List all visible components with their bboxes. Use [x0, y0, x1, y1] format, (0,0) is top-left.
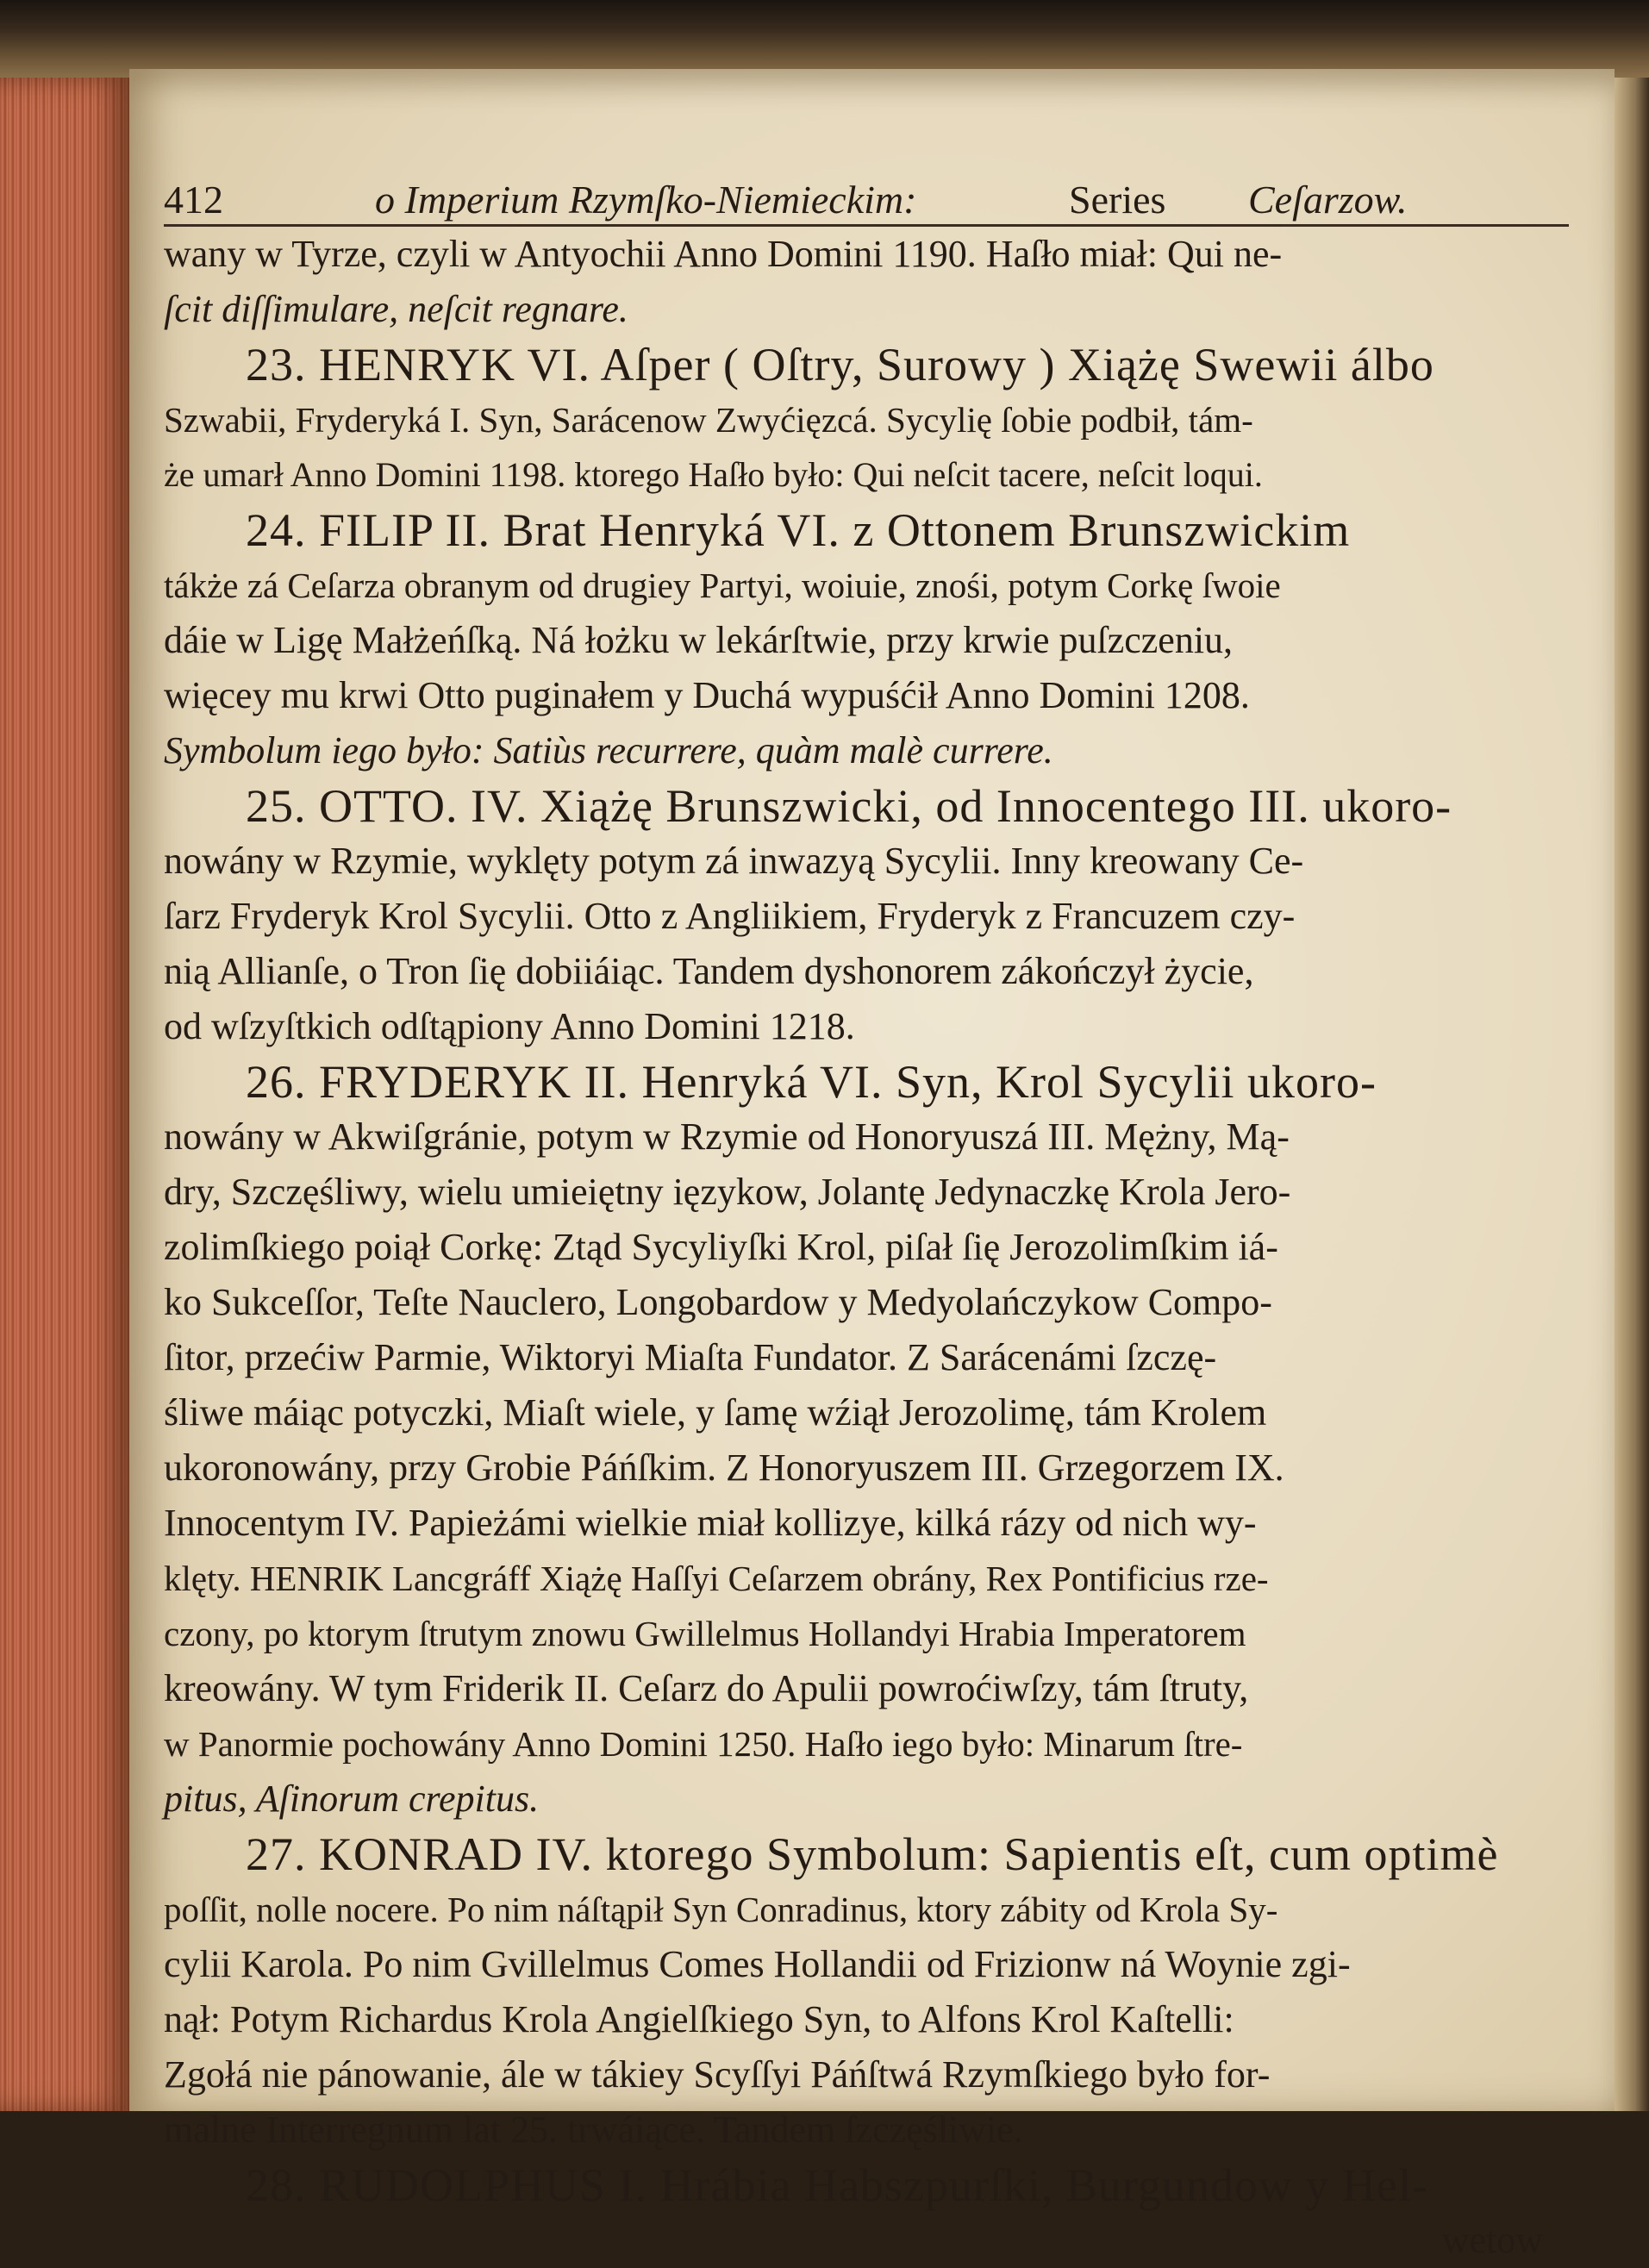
text-line: pitus, Aſinorum crepitus.	[164, 1778, 540, 1820]
text-line: ſitor, przećiw Parmie, Wiktoryi Miaſta Fundator. Z Sarácenámi ſzczę-	[164, 1336, 1217, 1378]
text-line: nowány w Akwiſgránie, potym w Rzymie od Honoryuszá III. Mężny, Mą-	[164, 1115, 1290, 1158]
page-number: 412	[164, 178, 223, 222]
series-italic: Ceſarzow.	[1248, 178, 1408, 222]
book-top-edge	[0, 0, 1649, 78]
catchword: wetow	[1441, 2219, 1543, 2261]
text-line: że umarł Anno Domini 1198. ktorego Haſło było: Qui neſcit tacere, neſcit loqui.	[164, 455, 1263, 494]
text-line: Zgołá nie pánowanie, ále w tákiey Scyſſyi Páńſtwá Rzymſkiego było for-	[164, 2053, 1271, 2096]
text-line: śliwe máiąc potyczki, Miaſt wiele, y ſamę wźiął Jerozolimę, tám Krolem	[164, 1391, 1267, 1434]
entry-heading-27: 27. KONRAD IV. ktorego Symbolum: Sapientis eſt, cum optimè	[246, 1828, 1499, 1880]
running-header	[164, 176, 1569, 227]
text-line: nią Allianſe, o Tron ſię dobiiáiąc. Tandem dyshonorem zákończył życie,	[164, 950, 1254, 992]
text-line: nął: Potym Richardus Krola Angielſkiego Syn, to Alfons Krol Kaſtelli:	[164, 1998, 1234, 2040]
entry-heading-26: 26. FRYDERYK II. Henryká VI. Syn, Krol Sycylii ukoro-	[246, 1056, 1377, 1108]
book-spine-edge	[1615, 78, 1649, 2111]
text-line: ſcit diſſimulare, neſcit regnare.	[164, 288, 628, 330]
entry-heading-23: 23. HENRYK VI. Aſper ( Oſtry, Surowy ) Xiążę Swewii álbo	[246, 339, 1434, 390]
series-word: Series	[1069, 178, 1166, 222]
text-line: cylii Karola. Po nim Gvillelmus Comes Hollandii od Frizionw ná Woynie zgi-	[164, 1943, 1351, 1985]
running-title: o Imperium Rzymſko-Niemieckim:	[375, 178, 917, 222]
text-line: czony, po ktorym ſtrutym znowu Gwillelmus Hollandyi Hrabia Imperatorem	[164, 1614, 1246, 1653]
text-line: dry, Szczęśliwy, wielu umieiętny ięzykow, Jolantę Jedynaczkę Krola Jero-	[164, 1171, 1291, 1213]
text-line: dáie w Ligę Małżeńſką. Ná łożku w lekárſtwie, przy krwie puſzczeniu,	[164, 619, 1234, 661]
entry-heading-24: 24. FILIP II. Brat Henryká VI. z Ottonem Brunszwickim	[246, 504, 1351, 556]
book-page	[129, 69, 1615, 2261]
page-text	[164, 176, 1569, 2268]
text-line: ukoronowány, przy Grobie Páńſkim. Z Honoryuszem III. Grzegorzem IX.	[164, 1446, 1284, 1489]
text-line: tákże zá Ceſarza obranym od drugiey Partyi, woiuie, znośi, potym Corkę ſwoie	[164, 565, 1281, 605]
text-line: kreowány. W tym Friderik II. Ceſarz do Apulii powroćiwſzy, tám ſtruty,	[164, 1667, 1249, 1709]
text-line: ſarz Fryderyk Krol Sycylii. Otto z Angliikiem, Fryderyk z Francuzem czy-	[164, 895, 1296, 937]
book-fore-edge	[0, 78, 129, 2111]
text-line: ko Sukceſſor, Teſte Nauclero, Longobardow y Medyolańczykow Compo-	[164, 1281, 1272, 1323]
text-line: od wſzyſtkich odſtąpiony Anno Domini 1218.	[164, 1005, 855, 1047]
text-line: Innocentym IV. Papieżámi wielkie miał kollizye, kilká rázy od nich wy-	[164, 1502, 1257, 1544]
text-line: w Panormie pochowány Anno Domini 1250. Haſło iego było: Minarum ſtre-	[164, 1724, 1243, 1764]
text-line: Symbolum iego było: Satiùs recurrere, quàm malè currere.	[164, 729, 1053, 772]
entry-heading-25: 25. OTTO. IV. Xiążę Brunszwicki, od Innocentego III. ukoro-	[246, 780, 1452, 832]
text-line: więcey mu krwi Otto puginałem y Duchá wypuśćił Anno Domini 1208.	[164, 674, 1250, 716]
text-line: malne Interregnum lat 25. trwáiące. Tandem ſzczęśliwie.	[164, 2109, 1023, 2151]
text-line: zolimſkiego poiął Corkę: Ztąd Sycyliyſki Krol, piſał ſię Jerozolimſkim iá-	[164, 1226, 1278, 1268]
entry-heading-28: 28. RUDOLPHUS I. Hrábia Habszpurſki, Burgundow y Hel-	[246, 2159, 1428, 2211]
text-line: poſſit, nolle nocere. Po nim náſtąpił Syn Conradinus, ktory zábity od Krola Sy-	[164, 1890, 1278, 1929]
text-line: wany w Tyrze, czyli w Antyochii Anno Domini 1190. Haſło miał: Qui ne-	[164, 233, 1283, 275]
text-line: Szwabii, Fryderyká I. Syn, Sarácenow Zwyćięzcá. Sycylię ſobie podbił, tám-	[164, 400, 1253, 440]
text-line: klęty. HENRIK Lancgráff Xiążę Haſſyi Ceſarzem obrány, Rex Pontificius rze-	[164, 1559, 1269, 1598]
text-line: nowány w Rzymie, wyklęty potym zá inwazyą Sycylii. Inny kreowany Ce-	[164, 840, 1304, 882]
